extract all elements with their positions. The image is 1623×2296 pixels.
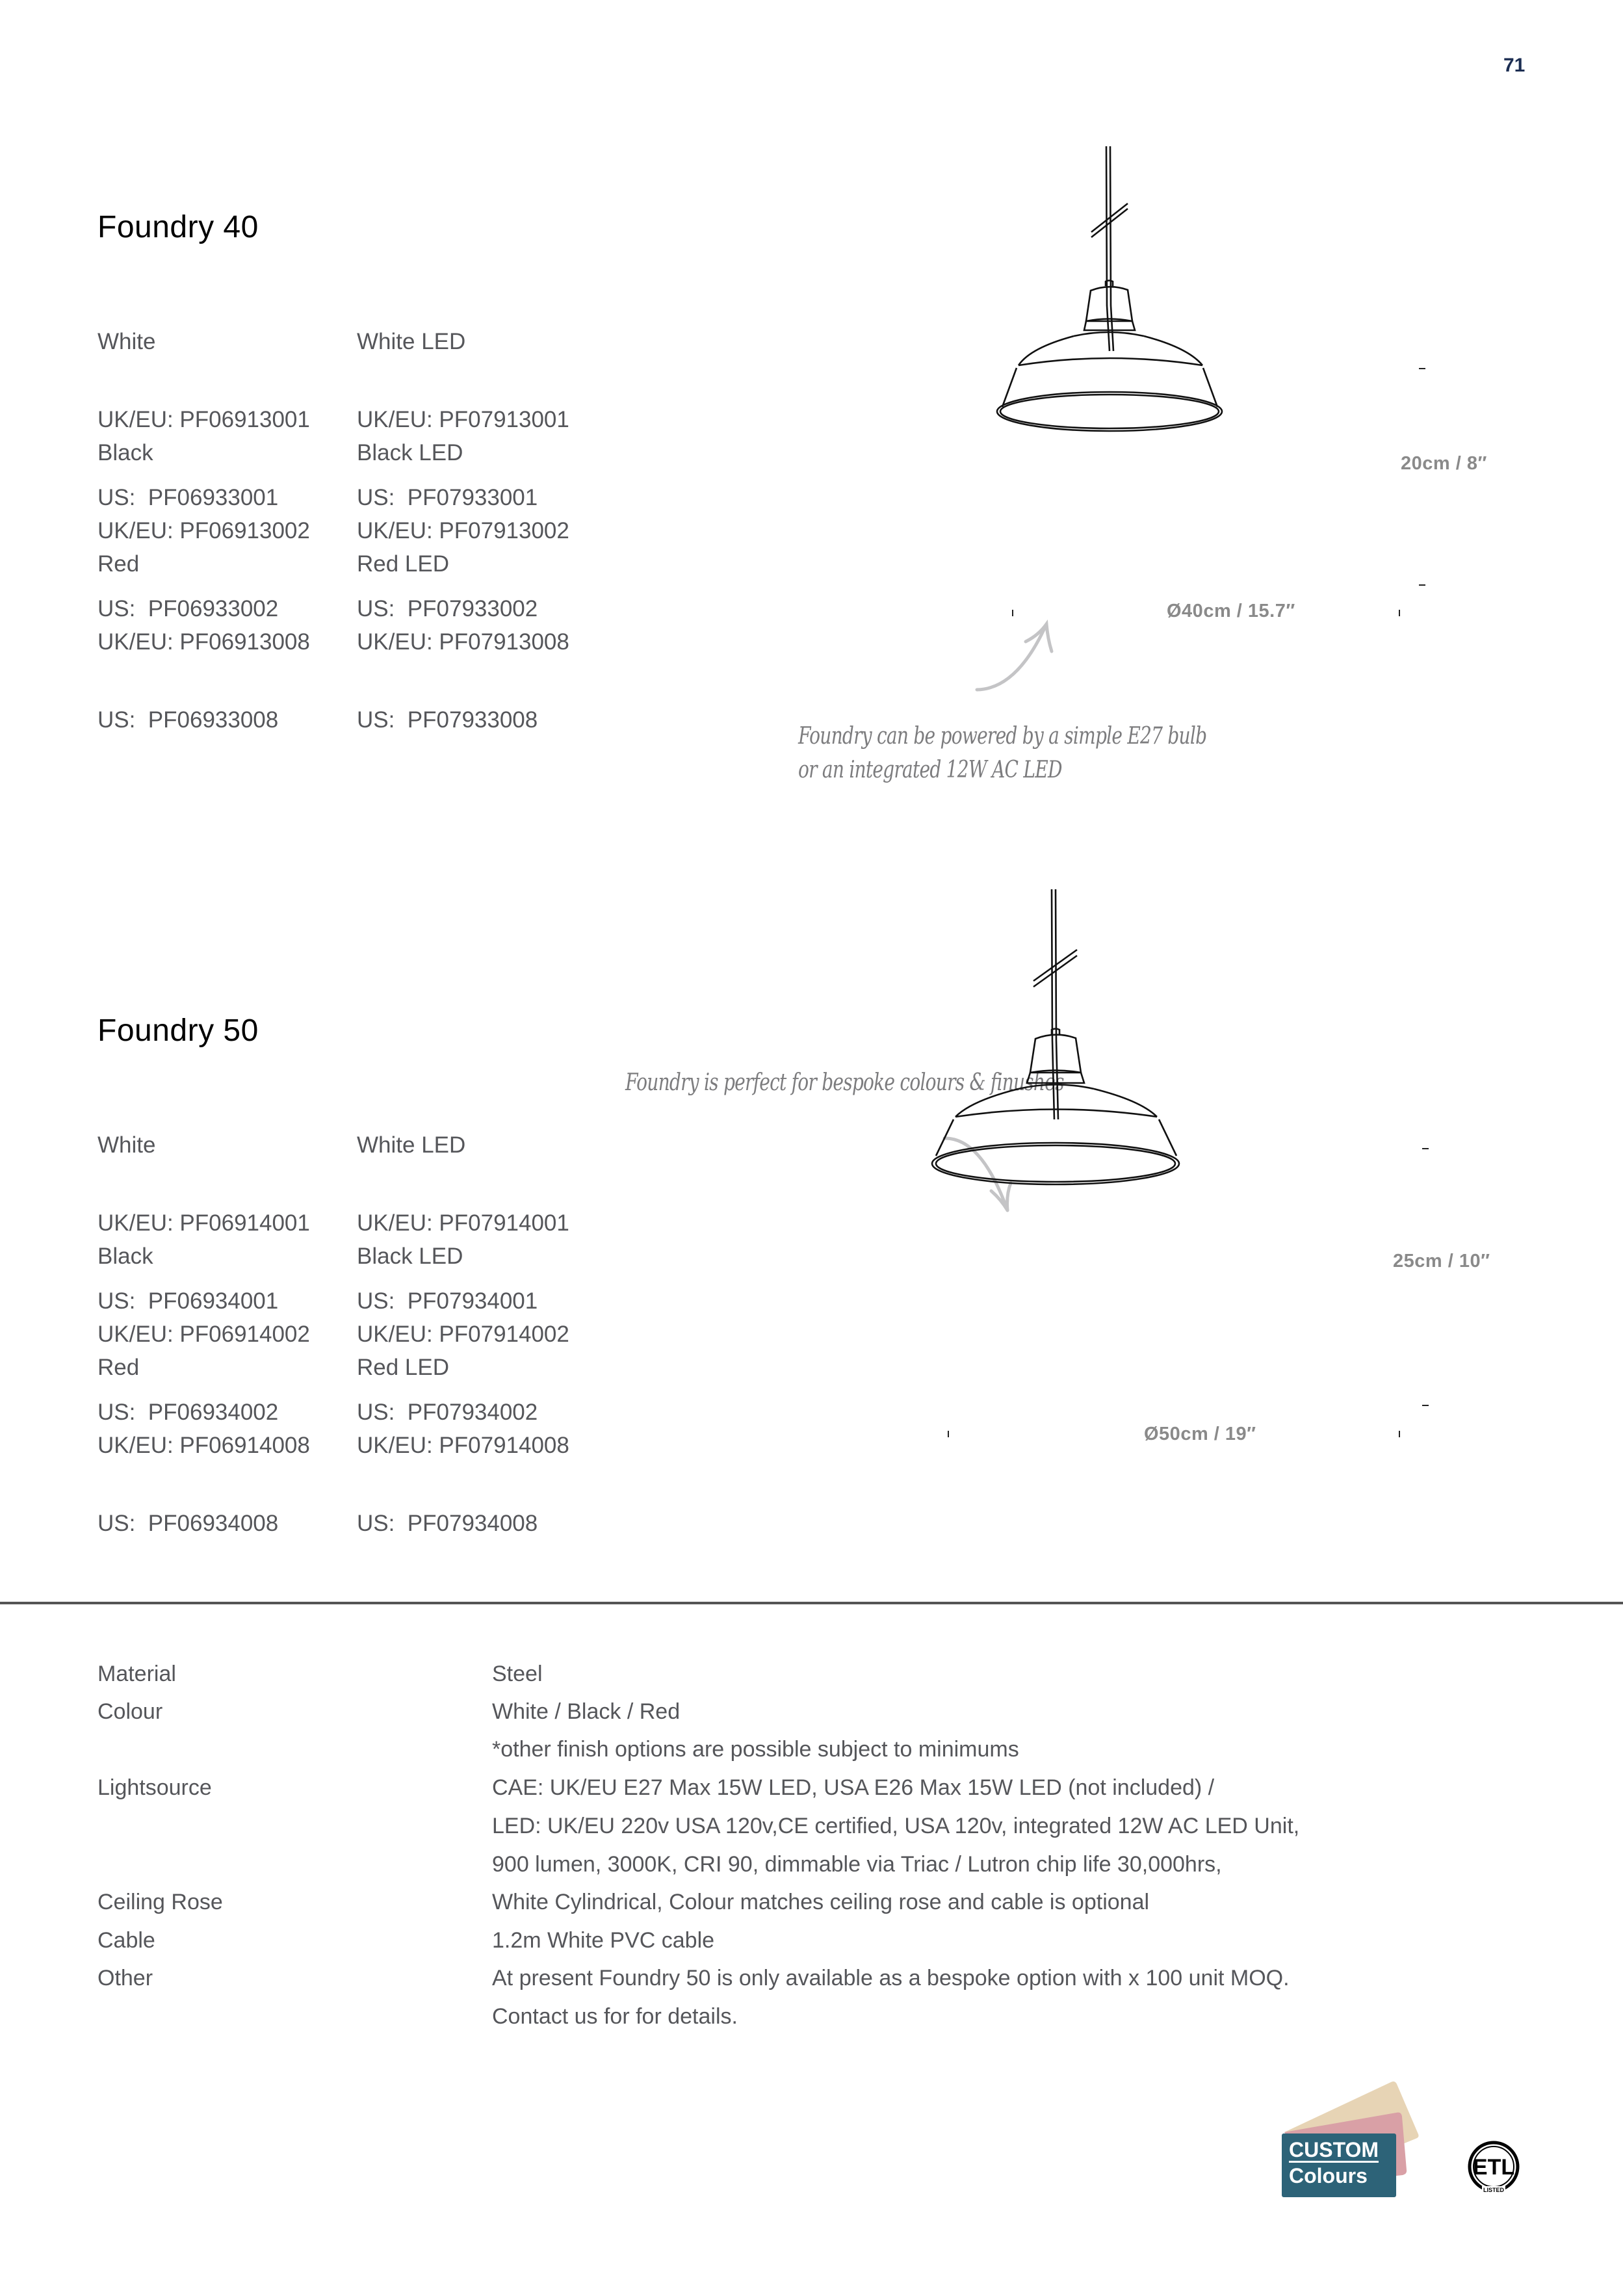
variant-code-ukeu: UK/EU: PF06914001 [97, 1210, 310, 1236]
spec-value: 900 lumen, 3000K, CRI 90, dimmable via Triac / Lutron chip life 30,000hrs, [492, 1852, 1222, 1877]
badge-text-custom: CUSTOM [1289, 2138, 1379, 2161]
variant-name: White [97, 1132, 156, 1158]
badge-card [1282, 2133, 1396, 2197]
variant-code-us: US: PF07934008 [357, 1511, 538, 1536]
product-title-foundry-50: Foundry 50 [97, 1013, 259, 1048]
dimension-tick-top [1422, 1148, 1429, 1149]
variant-name: Red LED [357, 551, 450, 577]
variant-code-ukeu: UK/EU: PF06913002 [97, 518, 310, 543]
spec-value: *other finish options are possible subject to minimums [492, 1737, 1019, 1762]
variant-name: Red LED [357, 1355, 450, 1380]
spec-value: At present Foundry 50 is only available as a bespoke option with x 100 unit MOQ. [492, 1966, 1290, 1990]
diameter-dimension-label: Ø50cm / 19″ [1144, 1424, 1256, 1444]
spec-label: Other [97, 1966, 153, 1990]
height-dimension-label: 25cm / 10″ [1393, 1251, 1490, 1272]
note-line: Foundry can be powered by a simple E27 bulb [798, 723, 1207, 750]
variant-name: Red [97, 1355, 140, 1380]
variant-code-us: US: PF06934002 [97, 1400, 279, 1425]
spec-label: Material [97, 1662, 176, 1686]
variant-code-ukeu: UK/EU: PF06914008 [97, 1433, 310, 1458]
variant-name: Black [97, 1244, 153, 1269]
variant-code-ukeu: UK/EU: PF07914008 [357, 1433, 569, 1458]
spec-value: Steel [492, 1662, 543, 1686]
variant-code-us: US: PF06933002 [97, 596, 279, 621]
variant-name: Black LED [357, 440, 463, 465]
spec-label: Lightsource [97, 1775, 212, 1800]
height-dimension-label: 20cm / 8″ [1401, 453, 1487, 474]
variant-name: White LED [357, 329, 466, 354]
variant-name: Red [97, 551, 140, 577]
variant-name: Black LED [357, 1244, 463, 1269]
dimension-tick-bottom [1422, 1405, 1429, 1406]
diameter-dimension-label: Ø40cm / 15.7″ [1167, 601, 1295, 621]
section-divider [0, 1602, 1623, 1604]
variant-code-ukeu: UK/EU: PF06914002 [97, 1322, 310, 1347]
variant-code-ukeu: UK/EU: PF07914001 [357, 1210, 569, 1236]
variant-name: White LED [357, 1132, 466, 1158]
spec-value: 1.2m White PVC cable [492, 1928, 715, 1953]
spec-label: Colour [97, 1699, 163, 1724]
variant-code-ukeu: UK/EU: PF06913001 [97, 407, 310, 432]
dimension-tick-left [948, 1431, 949, 1437]
variant-name: Black [97, 440, 153, 465]
variant-code-us: US: PF07933008 [357, 707, 538, 733]
spec-value: LED: UK/EU 220v USA 120v,CE certified, USA 120v, integrated 12W AC LED Unit, [492, 1814, 1300, 1838]
note-line: Foundry is perfect for bespoke colours & finushes [625, 1069, 1064, 1096]
page-number: 71 [1503, 55, 1526, 76]
spec-value: White / Black / Red [492, 1699, 681, 1724]
custom-colours-badge [1280, 2080, 1417, 2200]
spec-value: Contact us for for details. [492, 2004, 738, 2029]
variant-code-ukeu: UK/EU: PF07913001 [357, 407, 569, 432]
variant-code-us: US: PF06933001 [97, 485, 279, 510]
spec-label: Cable [97, 1928, 155, 1953]
variant-code-us: US: PF07933001 [357, 485, 538, 510]
product-title-foundry-40: Foundry 40 [97, 210, 259, 244]
variant-code-us: US: PF07933002 [357, 596, 538, 621]
spec-label: Ceiling Rose [97, 1890, 223, 1914]
variant-code-ukeu: UK/EU: PF07913002 [357, 518, 569, 543]
etl-listed-text: LISTED [1483, 2187, 1505, 2193]
variant-code-us: US: PF07934002 [357, 1400, 538, 1425]
etl-listed-icon [1468, 2141, 1520, 2195]
spec-value: CAE: UK/EU E27 Max 15W LED, USA E26 Max 15W LED (not included) / [492, 1775, 1215, 1800]
variant-code-us: US: PF07934001 [357, 1288, 538, 1314]
etl-mark-text: ETL [1472, 2155, 1515, 2180]
note-line: or an integrated 12W AC LED [798, 757, 1062, 783]
badge-text-colours: Colours [1289, 2164, 1368, 2187]
variant-code-us: US: PF06933008 [97, 707, 279, 733]
variant-code-us: US: PF06934008 [97, 1511, 279, 1536]
dimension-tick-right [1399, 1431, 1400, 1437]
variant-code-ukeu: UK/EU: PF06913008 [97, 629, 310, 655]
variant-code-us: US: PF06934001 [97, 1288, 279, 1314]
spec-value: White Cylindrical, Colour matches ceiling rose and cable is optional [492, 1890, 1150, 1914]
variant-code-ukeu: UK/EU: PF07913008 [357, 629, 569, 655]
variant-code-ukeu: UK/EU: PF07914002 [357, 1322, 569, 1347]
variant-name: White [97, 329, 156, 354]
